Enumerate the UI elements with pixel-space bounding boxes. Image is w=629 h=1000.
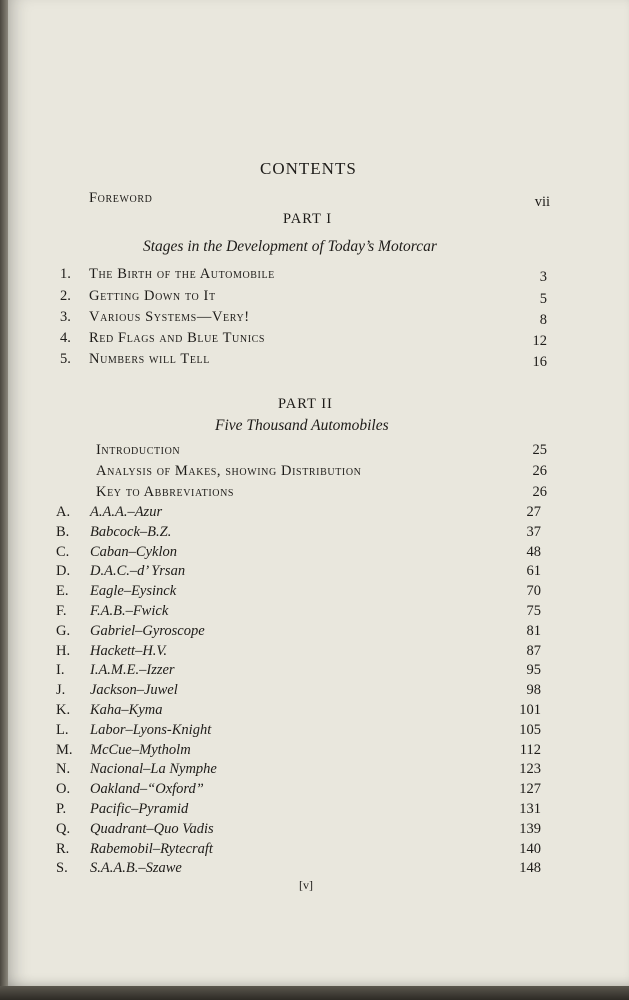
section-row — [8, 841, 629, 861]
entry-page-number: 112 — [519, 741, 541, 758]
entry-number: C. — [56, 543, 70, 560]
chapter-row — [8, 288, 629, 308]
section-row — [8, 643, 629, 663]
entry-title: Nacional–La Nymphe — [90, 761, 217, 778]
entry-number: G. — [56, 622, 71, 639]
entry-number: 3. — [60, 309, 71, 325]
entry-page-number: 87 — [526, 642, 541, 659]
entry-page-number: 81 — [526, 622, 541, 639]
entry-number: H. — [56, 642, 71, 659]
entry-number: L. — [56, 721, 69, 738]
entry-page-number: 98 — [526, 682, 541, 699]
entry-number: B. — [56, 523, 70, 540]
entry-page-number: 139 — [519, 820, 541, 837]
entry-title: A.A.A.–Azur — [90, 504, 163, 520]
entry-page-number: 3 — [539, 269, 547, 285]
section-row — [8, 860, 629, 880]
entry-number: O. — [56, 781, 71, 798]
book-page — [8, 0, 629, 986]
contents-heading: CONTENTS — [260, 159, 357, 178]
section-row — [8, 682, 629, 702]
entry-number: J. — [56, 682, 66, 699]
entry-title: Kaha–Kyma — [90, 702, 163, 718]
entry-number: F. — [56, 603, 67, 619]
entry-page-number: 123 — [519, 761, 541, 778]
entry-number: 2. — [60, 288, 71, 304]
chapter-row — [8, 266, 629, 286]
entry-number: A. — [56, 504, 71, 520]
entry-page-number: 8 — [539, 312, 547, 328]
section-row — [8, 742, 629, 762]
entry-page-number: 26 — [532, 463, 547, 479]
entry-title: F.A.B.–Fwick — [90, 603, 169, 619]
entry-number: S. — [56, 860, 68, 877]
section-row — [8, 662, 629, 682]
entry-title: S.A.A.B.–Szawe — [90, 860, 182, 877]
entry-page-number: 26 — [532, 484, 547, 500]
entry-number: M. — [56, 741, 73, 758]
entry-page-number: 12 — [532, 333, 547, 349]
entry-number: K. — [56, 702, 71, 718]
entry-title: Jackson–Juwel — [90, 682, 178, 699]
entry-title: Pacific–Pyramid — [90, 801, 189, 817]
section-row — [8, 821, 629, 841]
book-spine — [0, 0, 8, 1000]
section-row — [8, 563, 629, 583]
entry-number: I. — [56, 662, 65, 679]
section-row — [8, 583, 629, 603]
part2-label: PART II — [278, 396, 333, 412]
entry-number: 5. — [60, 351, 71, 367]
entry-page-number: 37 — [526, 523, 541, 540]
entry-page-number: 105 — [519, 721, 541, 738]
entry-page-number: 48 — [526, 543, 541, 560]
intro-row — [8, 463, 629, 483]
entry-title: Oakland–“Oxford” — [90, 781, 204, 798]
entry-page-number: 25 — [532, 442, 547, 458]
entry-number: N. — [56, 761, 71, 778]
entry-title: Babcock–B.Z. — [90, 523, 172, 540]
entry-number: 4. — [60, 330, 71, 346]
page-bottom-shadow — [0, 986, 629, 1000]
entry-number: D. — [56, 563, 71, 580]
entry-title: Labor–Lyons-Knight — [90, 721, 212, 738]
foreword-label: Foreword — [89, 190, 153, 206]
entry-title: Hackett–H.V. — [90, 642, 168, 659]
entry-title: Caban–Cyklon — [90, 543, 177, 560]
foreword-row — [8, 190, 629, 210]
section-row — [8, 801, 629, 821]
part1-label: PART I — [283, 211, 333, 227]
section-row — [8, 722, 629, 742]
chapter-row — [8, 351, 629, 371]
section-row — [8, 781, 629, 801]
entry-page-number: 75 — [526, 603, 541, 619]
entry-number: Q. — [56, 820, 71, 837]
intro-row — [8, 484, 629, 504]
part2-subtitle: Five Thousand Automobiles — [215, 417, 389, 434]
entry-title: Quadrant–Quo Vadis — [90, 820, 214, 837]
entry-page-number: 61 — [526, 563, 541, 580]
section-row — [8, 524, 629, 544]
entry-title: D.A.C.–d’ Yrsan — [90, 563, 186, 580]
entry-title: McCue–Mytholm — [90, 741, 191, 758]
entry-title: Getting Down to It — [89, 288, 216, 304]
section-row — [8, 761, 629, 781]
entry-page-number: 131 — [519, 801, 541, 817]
entry-title: Numbers will Tell — [89, 351, 210, 367]
entry-title: Eagle–Eysinck — [90, 583, 177, 600]
entry-title: Gabriel–Gyroscope — [90, 622, 205, 639]
section-row — [8, 603, 629, 623]
entry-number: R. — [56, 840, 70, 857]
section-row — [8, 504, 629, 524]
page-folio: [v] — [299, 878, 313, 892]
entry-number: 1. — [60, 266, 71, 282]
entry-title: Analysis of Makes, showing Distribution — [96, 463, 362, 479]
entry-title: Various Systems—Very! — [89, 309, 250, 325]
entry-title: Introduction — [96, 442, 181, 458]
entry-title: Rabemobil–Rytecraft — [90, 840, 213, 857]
section-row — [8, 544, 629, 564]
entry-page-number: 5 — [539, 291, 547, 307]
entry-page-number: 101 — [519, 702, 541, 718]
entry-page-number: 140 — [519, 840, 541, 857]
foreword-page: vii — [534, 194, 550, 210]
chapter-row — [8, 309, 629, 329]
entry-page-number: 95 — [526, 662, 541, 679]
chapter-row — [8, 330, 629, 350]
intro-row — [8, 442, 629, 462]
entry-number: E. — [56, 583, 69, 600]
entry-number: P. — [56, 801, 67, 817]
entry-page-number: 127 — [519, 781, 541, 798]
entry-title: The Birth of the Automobile — [89, 266, 275, 282]
section-row — [8, 623, 629, 643]
part1-subtitle: Stages in the Development of Today’s Motorcar — [143, 238, 437, 255]
entry-title: Key to Abbreviations — [96, 484, 235, 500]
entry-page-number: 148 — [519, 860, 541, 877]
entry-page-number: 70 — [526, 583, 541, 600]
entry-title: Red Flags and Blue Tunics — [89, 330, 266, 346]
section-row — [8, 702, 629, 722]
entry-page-number: 27 — [526, 504, 541, 520]
entry-title: I.A.M.E.–Izzer — [90, 662, 175, 679]
entry-page-number: 16 — [532, 354, 547, 370]
